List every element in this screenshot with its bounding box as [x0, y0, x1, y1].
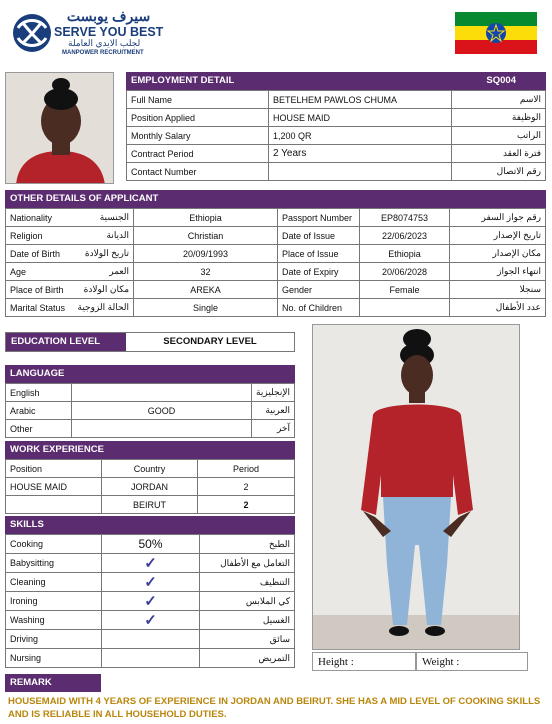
brand-tagline: MANPOWER RECRUITMENT — [62, 50, 144, 56]
field-label: Place of Issue — [278, 245, 360, 263]
table-row — [6, 496, 295, 514]
field-value: BETELHEM PAWLOS CHUMA — [269, 91, 452, 109]
field-value: HOUSE MAID — [269, 109, 452, 127]
table-row — [6, 402, 295, 420]
table-row — [6, 592, 295, 611]
table-row — [6, 299, 546, 317]
field-label-arabic: رقم الاتصال — [452, 163, 546, 181]
other-details-section — [5, 190, 546, 317]
check-icon: ✓ — [102, 592, 200, 611]
skills-section — [5, 516, 295, 668]
field-value: Single — [134, 299, 278, 317]
column-header: Period — [198, 460, 295, 478]
field-label-arabic: الجنسية — [74, 209, 134, 227]
height-field — [312, 652, 416, 671]
field-label: Position Applied — [127, 109, 269, 127]
brand-arabic-name: سيرف يوبست — [66, 8, 151, 24]
field-label-arabic: تاريخ الإصدار — [450, 227, 546, 245]
table-row — [127, 163, 546, 181]
check-icon: ✓ — [102, 554, 200, 573]
employment-detail-section — [126, 72, 546, 181]
field-label-arabic: آخر — [252, 420, 295, 438]
brand-name: SERVE YOU BEST — [54, 25, 164, 39]
skill-label-arabic: التمريض — [200, 649, 295, 668]
table-row — [6, 281, 546, 299]
table-row — [6, 209, 546, 227]
field-label: Other — [6, 420, 72, 438]
field-value — [360, 299, 450, 317]
field-label-arabic: سنجلا — [450, 281, 546, 299]
field-label-arabic: مكان الإصدار — [450, 245, 546, 263]
table-row — [6, 535, 295, 554]
table-row — [6, 263, 546, 281]
language-section — [5, 365, 295, 438]
field-label: Date of Expiry — [278, 263, 360, 281]
work-period: 2 — [198, 496, 295, 514]
field-label-arabic: انتهاء الجواز — [450, 263, 546, 281]
field-label: Place of Birth — [6, 281, 74, 299]
field-label: Gender — [278, 281, 360, 299]
field-value: 32 — [134, 263, 278, 281]
table-row — [127, 109, 546, 127]
field-value: 22/06/2023 — [360, 227, 450, 245]
education-section — [5, 332, 295, 352]
field-value: 1,200 QR — [269, 127, 452, 145]
field-label-arabic: الاسم — [452, 91, 546, 109]
table-row — [6, 649, 295, 668]
field-label: Age — [6, 263, 74, 281]
logo-emblem-icon — [6, 12, 58, 54]
field-value: 2 Years — [269, 145, 452, 163]
field-label: Marital Status — [6, 299, 74, 317]
skill-label-arabic: الطبخ — [200, 535, 295, 554]
field-label-arabic: عدد الأطفال — [450, 299, 546, 317]
portrait-image — [6, 73, 114, 184]
skill-label: Cooking — [6, 535, 102, 554]
field-label: Arabic — [6, 402, 72, 420]
field-label: English — [6, 384, 72, 402]
education-value: SECONDARY LEVEL — [163, 336, 257, 347]
skill-label: Cleaning — [6, 573, 102, 592]
field-value — [269, 163, 452, 181]
column-header: Country — [102, 460, 198, 478]
table-row — [6, 420, 295, 438]
skill-label-arabic: التنظيف — [200, 573, 295, 592]
language-title: LANGUAGE — [5, 365, 295, 383]
field-label-arabic: العمر — [74, 263, 134, 281]
column-header: Position — [6, 460, 102, 478]
field-label: Monthly Salary — [127, 127, 269, 145]
field-label: Date of Issue — [278, 227, 360, 245]
skill-label: Ironing — [6, 592, 102, 611]
field-label-arabic: العربية — [252, 402, 295, 420]
language-table — [5, 383, 295, 438]
work-country: JORDAN — [102, 478, 198, 496]
remark-text: HOUSEMAID WITH 4 YEARS OF EXPERIENCE IN JORDAN AND BEIRUT. SHE HAS A MID LEVEL OF COOKING SKILLS AND IS RELIABLE IN ALL HOUSEHOLD DUTIES. — [8, 696, 541, 720]
field-value: 20/06/2028 — [360, 263, 450, 281]
field-label-arabic: رقم جواز السفر — [450, 209, 546, 227]
field-label: Full Name — [127, 91, 269, 109]
education-label: EDUCATION LEVEL — [6, 333, 126, 351]
skill-label: Driving — [6, 630, 102, 649]
field-value: GOOD — [72, 402, 252, 420]
work-experience-section — [5, 441, 295, 514]
skill-label-arabic: كي الملابس — [200, 592, 295, 611]
field-label-arabic: الراتب — [452, 127, 546, 145]
field-label: Contract Period — [127, 145, 269, 163]
table-row — [6, 573, 295, 592]
skill-label-arabic: التعامل مع الأطفال — [200, 554, 295, 573]
other-details-title: OTHER DETAILS OF APPLICANT — [5, 190, 546, 208]
table-header-row — [6, 460, 295, 478]
field-value: AREKA — [134, 281, 278, 299]
field-value: Christian — [134, 227, 278, 245]
remark-section — [5, 674, 546, 721]
field-value: Female — [360, 281, 450, 299]
field-label: Religion — [6, 227, 74, 245]
field-value: 20/09/1993 — [134, 245, 278, 263]
field-label: Date of Birth — [6, 245, 74, 263]
work-country: BEIRUT — [102, 496, 198, 514]
field-label-arabic: الوظيفة — [452, 109, 546, 127]
table-row — [6, 554, 295, 573]
check-icon: ✓ — [102, 611, 200, 630]
height-label: Height : — [318, 655, 354, 668]
field-value: Ethiopia — [360, 245, 450, 263]
table-row — [6, 384, 295, 402]
employment-header — [126, 72, 546, 90]
full-body-image — [313, 325, 520, 650]
weight-field — [416, 652, 528, 671]
company-logo — [6, 8, 176, 58]
work-position: HOUSE MAID — [6, 478, 102, 496]
work-position — [6, 496, 102, 514]
field-label: Contact Number — [127, 163, 269, 181]
field-label-arabic: الإنجليزية — [252, 384, 295, 402]
field-label: Passport Number — [278, 209, 360, 227]
skill-label-arabic: سائق — [200, 630, 295, 649]
field-value: EP8074753 — [360, 209, 450, 227]
skill-label: Washing — [6, 611, 102, 630]
table-row — [6, 630, 295, 649]
table-row — [6, 611, 295, 630]
work-period: 2 — [198, 478, 295, 496]
skill-label-arabic: الغسيل — [200, 611, 295, 630]
ethiopia-flag-icon — [455, 12, 537, 54]
brand-arabic-tagline: لجلب الايدي العاملة — [68, 38, 141, 48]
field-label-arabic: فترة العقد — [452, 145, 546, 163]
skill-label: Nursing — [6, 649, 102, 668]
field-value — [72, 420, 252, 438]
profile-photo — [5, 72, 114, 184]
check-icon: ✓ — [102, 573, 200, 592]
field-value: Ethiopia — [134, 209, 278, 227]
weight-label: Weight : — [422, 655, 460, 668]
table-row — [6, 245, 546, 263]
work-experience-table — [5, 459, 295, 514]
field-label-arabic: مكان الولادة — [74, 281, 134, 299]
employment-table — [126, 90, 546, 181]
field-label: Nationality — [6, 209, 74, 227]
skill-value — [102, 649, 200, 668]
field-label: No. of Children — [278, 299, 360, 317]
table-row — [127, 145, 546, 163]
employment-title: EMPLOYMENT DETAIL — [131, 75, 235, 86]
reference-code: SQ004 — [486, 75, 516, 86]
skill-label: Babysitting — [6, 554, 102, 573]
field-value — [72, 384, 252, 402]
table-row — [6, 227, 546, 245]
skills-title: SKILLS — [5, 516, 295, 534]
skills-table — [5, 534, 295, 668]
other-details-table — [5, 208, 546, 317]
work-experience-title: WORK EXPERIENCE — [5, 441, 295, 459]
table-row — [127, 127, 546, 145]
skill-value: 50% — [102, 535, 200, 554]
field-label-arabic: الحالة الزوجية — [74, 299, 134, 317]
skill-value — [102, 630, 200, 649]
full-body-photo — [312, 324, 520, 650]
field-label-arabic: الديانة — [74, 227, 134, 245]
remark-title: REMARK — [5, 674, 101, 692]
field-label-arabic: تاريخ الولادة — [74, 245, 134, 263]
table-row — [127, 91, 546, 109]
table-row — [6, 478, 295, 496]
